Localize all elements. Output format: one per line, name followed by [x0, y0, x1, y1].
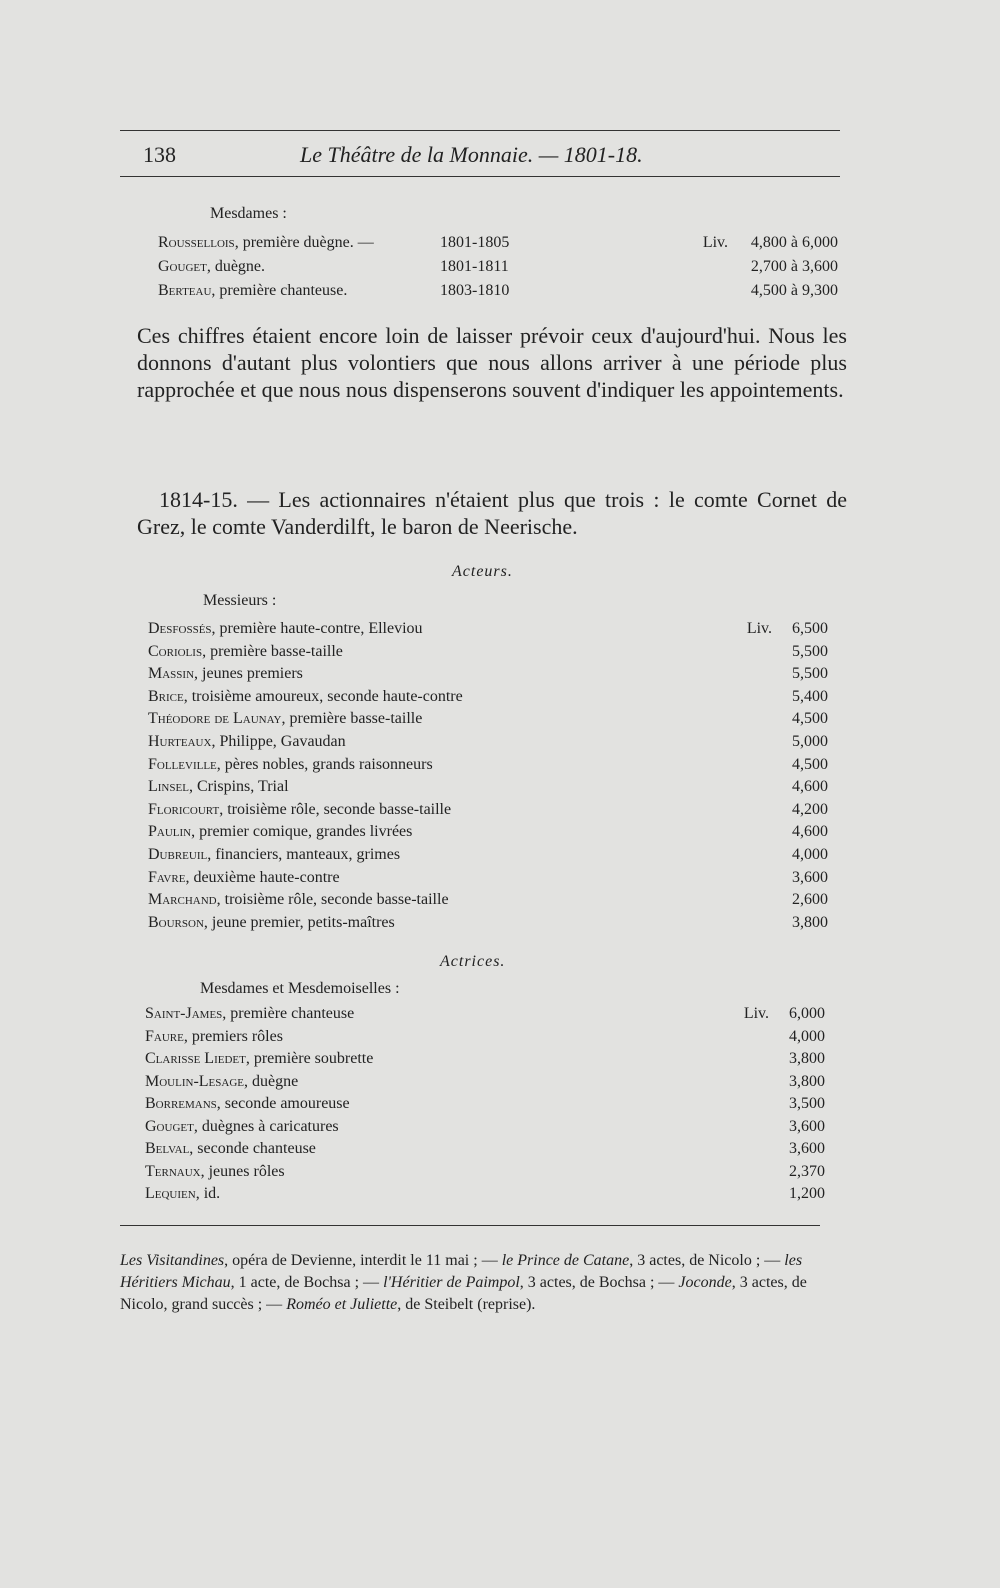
- row-label: [145, 1118, 339, 1136]
- performer-role: , jeune premier, petits-maîtres: [203, 913, 395, 931]
- table-row: [148, 891, 828, 913]
- table-row: [158, 282, 838, 304]
- row-label: [158, 282, 347, 300]
- table-row: [145, 1095, 825, 1117]
- performer-name: Floricourt: [148, 800, 220, 818]
- table-row: [145, 1050, 825, 1072]
- years: 1803-1810: [440, 282, 510, 299]
- performer-name: Dubreuil: [148, 846, 208, 863]
- row-label: [148, 914, 395, 932]
- table-row: [158, 234, 838, 256]
- performer-name: Bourson: [148, 913, 204, 931]
- table-row: [145, 1185, 825, 1207]
- performer-name: Lequien: [145, 1185, 196, 1202]
- table-row: [145, 1028, 825, 1050]
- performer-name: Saint-James: [145, 1005, 223, 1022]
- row-label: [148, 891, 449, 909]
- footnote-text: , 3 actes, de Nicolo, grand succès ; —: [120, 1274, 807, 1313]
- performer-role: , première chanteuse.: [211, 282, 348, 299]
- row-label: [145, 1005, 354, 1023]
- performer-name: Théodore de Launay: [148, 710, 282, 728]
- performer-name: Gouget: [158, 258, 207, 275]
- salary-amount: 4,200: [792, 800, 828, 818]
- table-row: [145, 1005, 825, 1027]
- table-row: [148, 620, 828, 642]
- performer-role: , Crispins, Trial: [188, 778, 289, 796]
- performer-role: , première chanteuse: [222, 1005, 355, 1022]
- performer-role: , Philippe, Gavaudan: [211, 733, 346, 750]
- table-row: [148, 801, 828, 823]
- footnote-text: , de Steibelt (reprise).: [397, 1296, 536, 1313]
- row-label: [148, 710, 422, 728]
- table-row: [148, 823, 828, 845]
- years: 1801-1805: [440, 234, 510, 251]
- salary-amount: 3,500: [789, 1095, 825, 1112]
- performer-name: Ternaux: [145, 1162, 201, 1180]
- footnote-title-joconde: Joconde: [678, 1274, 732, 1291]
- footnote-text: , 3 actes, de Nicolo ; —: [629, 1252, 785, 1269]
- messieurs-heading: Messieurs :: [203, 592, 277, 609]
- row-label: [148, 823, 412, 841]
- table-row: [145, 1163, 825, 1185]
- performer-name: Desfossés: [148, 620, 212, 637]
- row-label: [148, 643, 343, 661]
- performer-role: , jeunes premiers: [194, 665, 303, 683]
- salary-amount: 5,400: [792, 687, 828, 705]
- performer-role: , première basse-taille: [202, 642, 343, 660]
- salary-amount: 2,370: [789, 1162, 825, 1180]
- row-label: [145, 1073, 298, 1091]
- performer-name: Hurteaux: [148, 733, 212, 750]
- salary-amount: 4,500: [792, 710, 828, 728]
- performer-role: , troisième rôle, seconde basse-taille: [219, 800, 452, 818]
- footnote-title-heritiers-michau: les Héritiers Michau: [120, 1252, 803, 1291]
- salary-amount: 3,600: [789, 1117, 825, 1135]
- performer-role: , premier comique, grandes livrées: [191, 823, 413, 841]
- row-label: [148, 846, 400, 864]
- performer-name: Favre: [148, 868, 186, 886]
- performer-name: Roussellois: [158, 234, 235, 251]
- performer-role: , duègnes à caricatures: [193, 1117, 339, 1135]
- performer-name: Coriolis: [148, 642, 203, 660]
- performer-role: , financiers, manteaux, grimes: [207, 846, 401, 863]
- row-label: [148, 688, 463, 706]
- performer-name: Moulin-Lesage: [145, 1072, 244, 1090]
- mesdames-mesdemoiselles-heading: Mesdames et Mesdemoiselles :: [200, 980, 400, 997]
- row-label: [148, 733, 346, 751]
- table-row: [148, 643, 828, 665]
- row-label: [148, 869, 340, 887]
- performer-name: Folleville: [148, 755, 217, 773]
- mesdames-heading: Mesdames :: [210, 205, 287, 222]
- performer-role: , jeunes rôles: [200, 1162, 285, 1180]
- footnote-title-visitandines: Les Visitandines: [120, 1252, 225, 1269]
- performer-role: , troisième rôle, seconde basse-taille: [216, 891, 449, 909]
- salary-amount: 3,800: [789, 1072, 825, 1090]
- row-label: [145, 1028, 283, 1046]
- header-top-rule: [120, 130, 840, 131]
- salary-amount: 5,000: [792, 733, 828, 750]
- table-row: [148, 846, 828, 868]
- footnote-title-prince-de-catane: le Prince de Catane: [501, 1252, 630, 1269]
- performer-name: Berteau: [158, 282, 212, 299]
- currency-label: Liv.: [702, 234, 728, 251]
- performer-role: , seconde amoureuse: [216, 1095, 350, 1112]
- salary-amount: 4,600: [792, 778, 828, 796]
- row-label: [148, 620, 423, 638]
- row-label: [145, 1095, 350, 1113]
- table-row: [148, 869, 828, 891]
- table-row: [148, 665, 828, 687]
- salary-amount: 5,500: [792, 665, 828, 683]
- performer-role: , troisième amoureux, seconde haute-contre: [183, 687, 463, 705]
- performer-role: , pères nobles, grands raisonneurs: [216, 755, 433, 773]
- row-label: [158, 234, 374, 252]
- table-row: [148, 756, 828, 778]
- years: 1801-1811: [440, 258, 509, 275]
- table-row: [158, 258, 838, 280]
- salary-amount: 4,600: [792, 823, 828, 841]
- salary-amount: 6,000: [789, 1005, 825, 1022]
- performer-name: Faure: [145, 1027, 184, 1045]
- table-row: [145, 1118, 825, 1140]
- row-label: [148, 801, 451, 819]
- table-row: [148, 688, 828, 710]
- row-label: [158, 258, 265, 276]
- row-label: [145, 1163, 285, 1181]
- footnote-text: , 1 acte, de Bochsa ; —: [230, 1274, 384, 1291]
- performer-name: Borremans: [145, 1095, 217, 1112]
- row-label: [145, 1185, 220, 1203]
- performer-role: , id.: [195, 1185, 221, 1202]
- salary-amount: 6,500: [792, 620, 828, 637]
- performer-name: Gouget: [145, 1117, 194, 1135]
- table-row: [148, 914, 828, 936]
- row-label: [148, 665, 303, 683]
- salary-amount: 3,800: [792, 913, 828, 931]
- footnote: [120, 1250, 835, 1316]
- footnote-title-romeo-et-juliette: Roméo et Juliette: [286, 1296, 398, 1313]
- performer-name: Brice: [148, 687, 184, 705]
- salary-amount: 4,000: [792, 846, 828, 863]
- actrices-heading: Actrices.: [440, 953, 506, 970]
- currency-label: Liv.: [746, 620, 772, 637]
- paragraph-1814: 1814-15. — Les actionnaires n'étaient plus que trois : le comte Cornet de Grez, le comte Vanderdilft, le baron de Neerische.: [137, 487, 847, 539]
- footnote-text: , 3 actes, de Bochsa ; —: [519, 1274, 679, 1291]
- row-label: [145, 1050, 373, 1068]
- performer-role: , duègne: [244, 1072, 299, 1090]
- footnote-title-heritier-de-paimpol: l'Héritier de Paimpol: [383, 1274, 520, 1291]
- performer-role: , duègne.: [206, 258, 266, 275]
- performer-name: Marchand: [148, 891, 217, 909]
- performer-role: , première soubrette: [245, 1050, 374, 1067]
- performer-role: , premiers rôles: [183, 1027, 283, 1045]
- salary-amount: 3,800: [789, 1050, 825, 1067]
- table-row: [148, 733, 828, 755]
- salary-amount: 5,500: [792, 642, 828, 660]
- performer-role: , première haute-contre, Elleviou: [211, 620, 423, 637]
- performer-name: Paulin: [148, 823, 192, 841]
- acteurs-heading: Acteurs.: [452, 563, 513, 580]
- footnote-text: , opéra de Devienne, interdit le 11 mai ; —: [224, 1252, 502, 1269]
- paragraph-salaries: Ces chiffres étaient encore loin de laisser prévoir ceux d'aujourd'hui. Nous les donnons d'autant plus volontiers que nous allons arriver à une période plus rapprochée et que nous nous dispenserons souvent d'indiquer les appointements.: [137, 323, 847, 402]
- salary-amount: 1,200: [789, 1185, 825, 1202]
- salary-amount: 3,600: [789, 1140, 825, 1157]
- salary-amount: 4,000: [789, 1027, 825, 1045]
- salary-amount: 4,800 à 6,000: [750, 234, 838, 251]
- salary-amount: 4,500 à 9,300: [750, 282, 838, 299]
- salary-amount: 3,600: [792, 868, 828, 886]
- row-label: [148, 756, 433, 774]
- row-label: [145, 1140, 316, 1158]
- performer-role: , seconde chanteuse: [189, 1140, 316, 1157]
- table-row: [145, 1140, 825, 1162]
- running-title: Le Théâtre de la Monnaie. — 1801-18.: [300, 142, 643, 167]
- performer-name: Linsel: [148, 778, 189, 796]
- performer-role: , première duègne. —: [234, 234, 374, 251]
- performer-role: , deuxième haute-contre: [185, 868, 340, 886]
- row-label: [148, 778, 289, 796]
- performer-name: Massin: [148, 665, 195, 683]
- performer-role: , première basse-taille: [281, 710, 423, 728]
- salary-amount: 2,600: [792, 891, 828, 909]
- salary-amount: 2,700 à 3,600: [750, 258, 838, 275]
- performer-name: Clarisse Liedet: [145, 1050, 246, 1067]
- table-row: [148, 710, 828, 732]
- footnote-rule: [120, 1225, 820, 1226]
- header-bottom-rule: [120, 176, 840, 177]
- performer-name: Belval: [145, 1140, 190, 1157]
- page-number: 138: [143, 142, 176, 167]
- table-row: [148, 778, 828, 800]
- table-row: [145, 1073, 825, 1095]
- currency-label: Liv.: [743, 1005, 769, 1022]
- salary-amount: 4,500: [792, 755, 828, 773]
